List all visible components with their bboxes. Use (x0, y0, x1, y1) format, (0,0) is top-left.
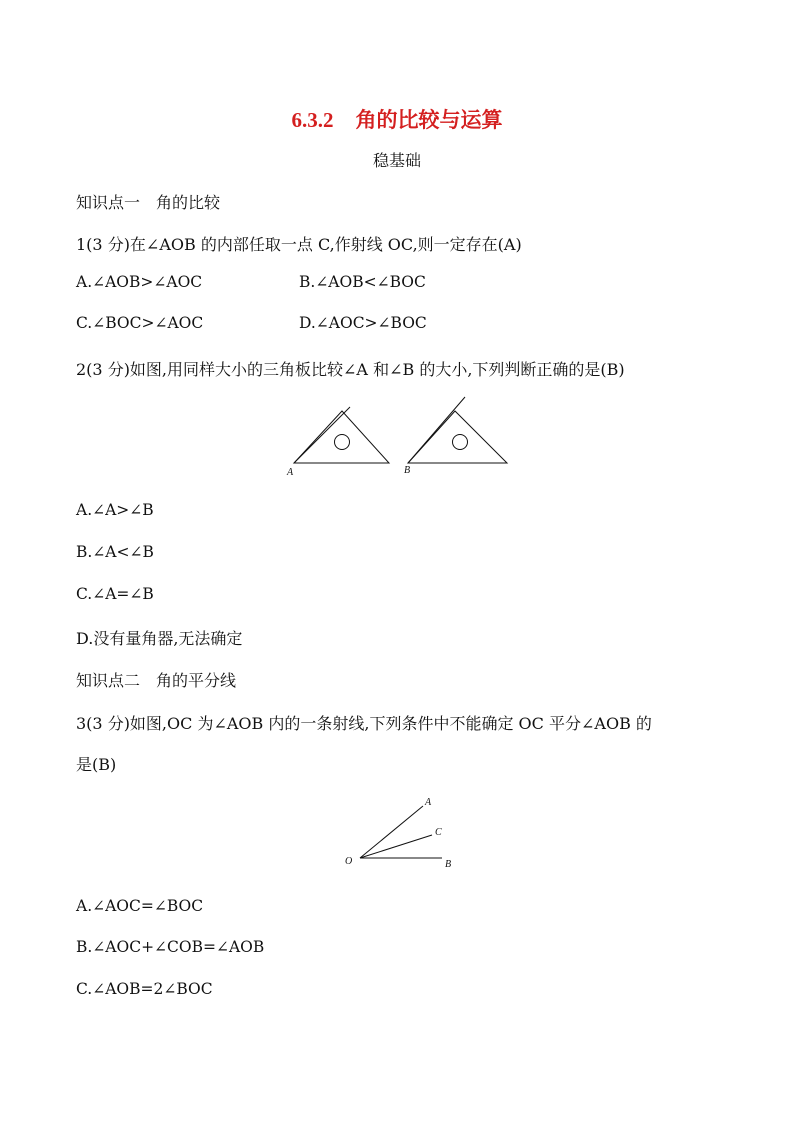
triangle-ruler-a (294, 411, 389, 463)
question-2-option-b: B.∠A<∠B (76, 543, 154, 561)
ruler-hole-b (453, 435, 468, 450)
question-1-option-a: A.∠AOB>∠AOC (76, 273, 203, 291)
vertex-label-b: B (404, 465, 411, 476)
ray-oc (360, 835, 432, 858)
question-2-option-d: D.没有量角器,无法确定 (76, 629, 243, 648)
question-2-option-a: A.∠A>∠B (76, 501, 154, 519)
lesson-number: 6.3.2 (291, 108, 334, 132)
lesson-name: 角的比较与运算 (355, 107, 503, 132)
question-2-stem: 2(3 分)如图,用同样大小的三角板比较∠A 和∠B 的大小,下列判断正确的是(B) (76, 360, 625, 379)
point-label-a: A (425, 797, 432, 808)
lesson-title (0, 104, 794, 134)
question-2-option-c: C.∠A=∠B (76, 585, 154, 603)
section-heading-1: 知识点一 角的比较 (76, 193, 221, 212)
question-3-stem-line-1: 3(3 分)如图,OC 为∠AOB 内的一条射线,下列条件中不能确定 OC 平分∠AOB 的 (76, 714, 652, 733)
level-label: 稳基础 (372, 151, 421, 170)
question-1-option-c: C.∠BOC>∠AOC (76, 314, 204, 332)
question-3-option-c: C.∠AOB=2∠BOC (76, 980, 213, 998)
question-3-figure (340, 790, 470, 875)
ruler-hole-a (335, 435, 350, 450)
question-1-stem: 1(3 分)在∠AOB 的内部任取一点 C,作射线 OC,则一定存在(A) (76, 235, 522, 254)
point-label-o: O (345, 856, 353, 867)
question-3-option-a: A.∠AOC=∠BOC (76, 897, 204, 915)
point-label-c: C (435, 827, 442, 838)
question-1-option-d: D.∠AOC>∠BOC (299, 314, 427, 332)
question-3-option-b: B.∠AOC+∠COB=∠AOB (76, 938, 265, 956)
question-1-option-b: B.∠AOB<∠BOC (299, 273, 426, 291)
question-2-figure (280, 395, 520, 480)
triangle-ruler-b (408, 411, 507, 463)
question-3-stem-line-2: 是(B) (76, 755, 117, 774)
point-label-b: B (445, 859, 452, 870)
vertex-label-a: A (287, 467, 294, 478)
angle-b-ray (408, 397, 465, 463)
section-heading-2: 知识点二 角的平分线 (76, 671, 237, 690)
ray-oa (360, 806, 423, 858)
